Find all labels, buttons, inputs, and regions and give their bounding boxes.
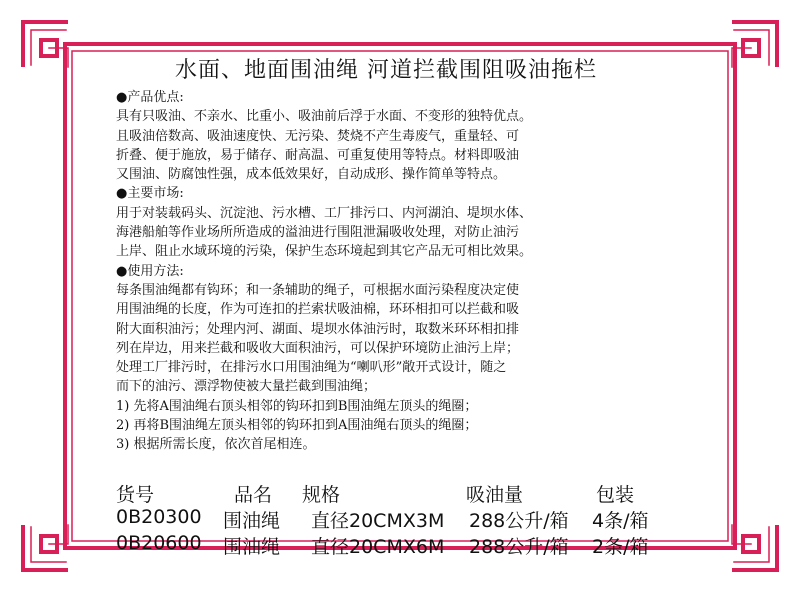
product-description [116, 88, 716, 455]
column-header: 包装 [596, 484, 635, 506]
text-line: 上岸、阻止水域环境的污染，保护生态环境起到其它产品无可相比效果。 [116, 244, 533, 260]
column-header: 规格 [302, 484, 341, 506]
table-cell: 直径20CMX3M [311, 510, 445, 532]
text-line: ●主要市场: [116, 186, 184, 202]
text-line: 用围油绳的长度，作为可连扣的拦索状吸油棉，环环相扣可以拦截和吸 [116, 302, 520, 318]
text-line: 1) 先将A围油绳右顶头相邻的钩环扣到B围油绳左顶头的绳圈； [116, 398, 478, 414]
table-row [116, 506, 716, 532]
table-cell: 288公升/箱 [469, 536, 569, 558]
text-line: 列在岸边，用来拦截和吸收大面积油污，可以保护环境防止油污上岸； [116, 340, 520, 356]
text-line: 折叠、便于施放，易于储存、耐高温、可重复使用等特点。材料即吸油 [116, 147, 520, 163]
table-cell: 288公升/箱 [469, 510, 569, 532]
page-title: 水面、地面围油绳 河道拦截围阻吸油拖栏 [175, 58, 597, 83]
table-cell: 围油绳 [223, 536, 281, 558]
text-line: 而下的油污、漂浮物使被大量拦截到围油绳； [116, 379, 377, 395]
table-row [116, 532, 716, 558]
text-line: 具有只吸油、不亲水、比重小、吸油前后浮于水面、不变形的独特优点。 [116, 109, 533, 125]
text-line: 每条围油绳都有钩环；和一条辅助的绳子，可根据水面污染程度决定使 [116, 282, 520, 298]
text-line: 2) 再将B围油绳左顶头相邻的钩环扣到A围油绳右顶头的绳圈； [116, 418, 478, 434]
text-line: 处理工厂排污时，在排污水口用围油绳为“喇叭形”敞开式设计，随之 [116, 360, 507, 376]
column-header: 货号 [116, 484, 155, 506]
text-line: 用于对装载码头、沉淀池、污水槽、工厂排污口、内河湖泊、堤坝水体、 [116, 205, 533, 221]
table-cell: 围油绳 [223, 510, 281, 532]
table-cell: 2条/箱 [592, 536, 649, 558]
table-cell: 4条/箱 [592, 510, 649, 532]
spec-table [116, 480, 716, 558]
table-cell: 0B20600 [116, 532, 202, 554]
text-line: 海港船舶等作业场所所造成的溢油进行围阻泄漏吸收处理，对防止油污 [116, 225, 520, 241]
table-cell: 直径20CMX6M [311, 536, 445, 558]
table-cell: 0B20300 [116, 506, 202, 528]
column-header: 品名 [234, 484, 273, 506]
column-header: 吸油量 [466, 484, 524, 506]
text-line: ●产品优点: [116, 90, 184, 105]
table-header-row [116, 480, 716, 506]
text-line: 附大面积油污；处理内河、湖面、堤坝水体油污时，取数米环环相扣排 [116, 321, 520, 337]
text-line: 且吸油倍数高、吸油速度快、无污染、焚烧不产生毒废气，重量轻、可 [116, 128, 520, 144]
text-line: 又围油、防腐蚀性强，成本低效果好，自动成形、操作简单等特点。 [116, 167, 507, 183]
text-line: 3) 根据所需长度，依次首尾相连。 [116, 437, 316, 453]
text-line: ●使用方法: [116, 263, 184, 279]
